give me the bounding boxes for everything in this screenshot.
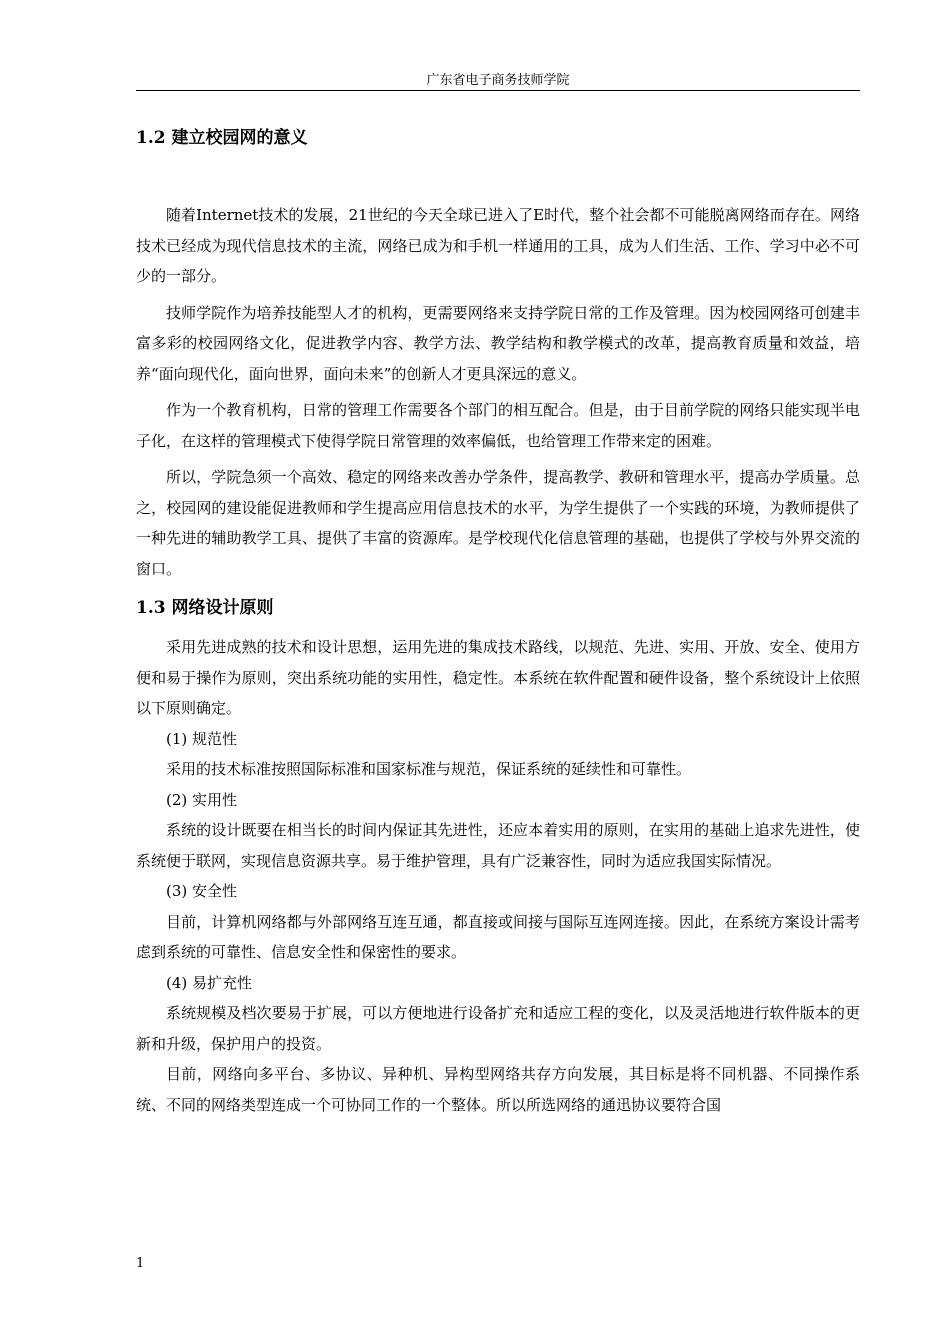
paragraph: 采用先进成熟的技术和设计思想，运用先进的集成技术路线，以规范、先进、实用、开放、安全、使用方便和易于操作为原则，突出系统功能的实用性，稳定性。本系统在软件配置和硬件设备，整个系统设计上依照以下原则确定。 [136,638,860,717]
principle-text: 系统规模及档次要易于扩展，可以方便地进行设备扩充和适应工程的变化，以及灵活地进行软件版本的更新和升级，保护用户的投资。 [136,1004,860,1053]
paragraph: 作为一个教育机构，日常的管理工作需要各个部门的相互配合。但是，由于目前学院的网络只能实现半电子化，在这样的管理模式下使得学院日常管理的效率偏低，也给管理工作带来定的困难。 [136,401,860,450]
principle-label: (3) 安全性 [166,882,238,900]
principle-text: 系统的设计既要在相当长的时间内保证其先进性，还应本着实用的原则，在实用的基础上追求先进性，使系统便于联网，实现信息资源共享。易于维护管理，具有广泛兼容性，同时为适应我国实际情况。 [136,821,860,870]
paragraph: 目前，网络向多平台、多协议、异种机、异构型网络共存方向发展，其目标是将不同机器、不同操作系统、不同的网络类型连成一个可协同工作的一个整体。所以所选网络的通迅协议要符合国 [136,1065,860,1114]
header-divider [136,90,860,91]
paragraph: 技师学院作为培养技能型人才的机构，更需要网络来支持学院日常的工作及管理。因为校园网络可创建丰富多彩的校园网络文化，促进教学内容、教学方法、教学结构和教学模式的改革，提高教育质量和效益，培养“面向现代化，面向世界，面向未来”的创新人才更具深远的意义。 [136,303,860,383]
principle-text: 采用的技术标准按照国际标准和国家标准与规范，保证系统的延续性和可靠性。 [166,760,692,778]
paragraph: 随着Internet技术的发展，21世纪的今天全球已进入了E时代，整个社会都不可能脱离网络而存在。网络技术已经成为现代信息技术的主流，网络已成为和手机一样通用的工具，成为人们生活、工作、学习中必不可少的一部分。 [136,206,860,285]
section-heading-1-3: 1.3 网络设计原则 [136,598,274,618]
page-number: 1 [136,1256,145,1271]
paragraph: 所以，学院急须一个高效、稳定的网络来改善办学条件，提高教学、教研和管理水平，提高办学质量。总之，校园网的建设能促进教师和学生提高应用信息技术的水平，为学生提供了一个实践的环境，为教师提供了一种先进的辅助教学工具、提供了丰富的资源库。是学校现代化信息管理的基础，也提供了学校与外界交流的窗口。 [136,468,860,578]
section-heading-1-2: 1.2 建立校园网的意义 [136,128,308,148]
principle-label: (1) 规范性 [166,729,238,748]
principle-label: (4) 易扩充性 [166,973,253,992]
principle-label: (2) 实用性 [166,790,238,809]
page-header: 广东省电子商务技师学院 [426,73,570,88]
principle-text: 目前，计算机网络都与外部网络互连互通，都直接或间接与国际互连网连接。因此，在系统方案设计需考虑到系统的可靠性、信息安全性和保密性的要求。 [136,912,860,961]
document-body [136,120,860,1120]
